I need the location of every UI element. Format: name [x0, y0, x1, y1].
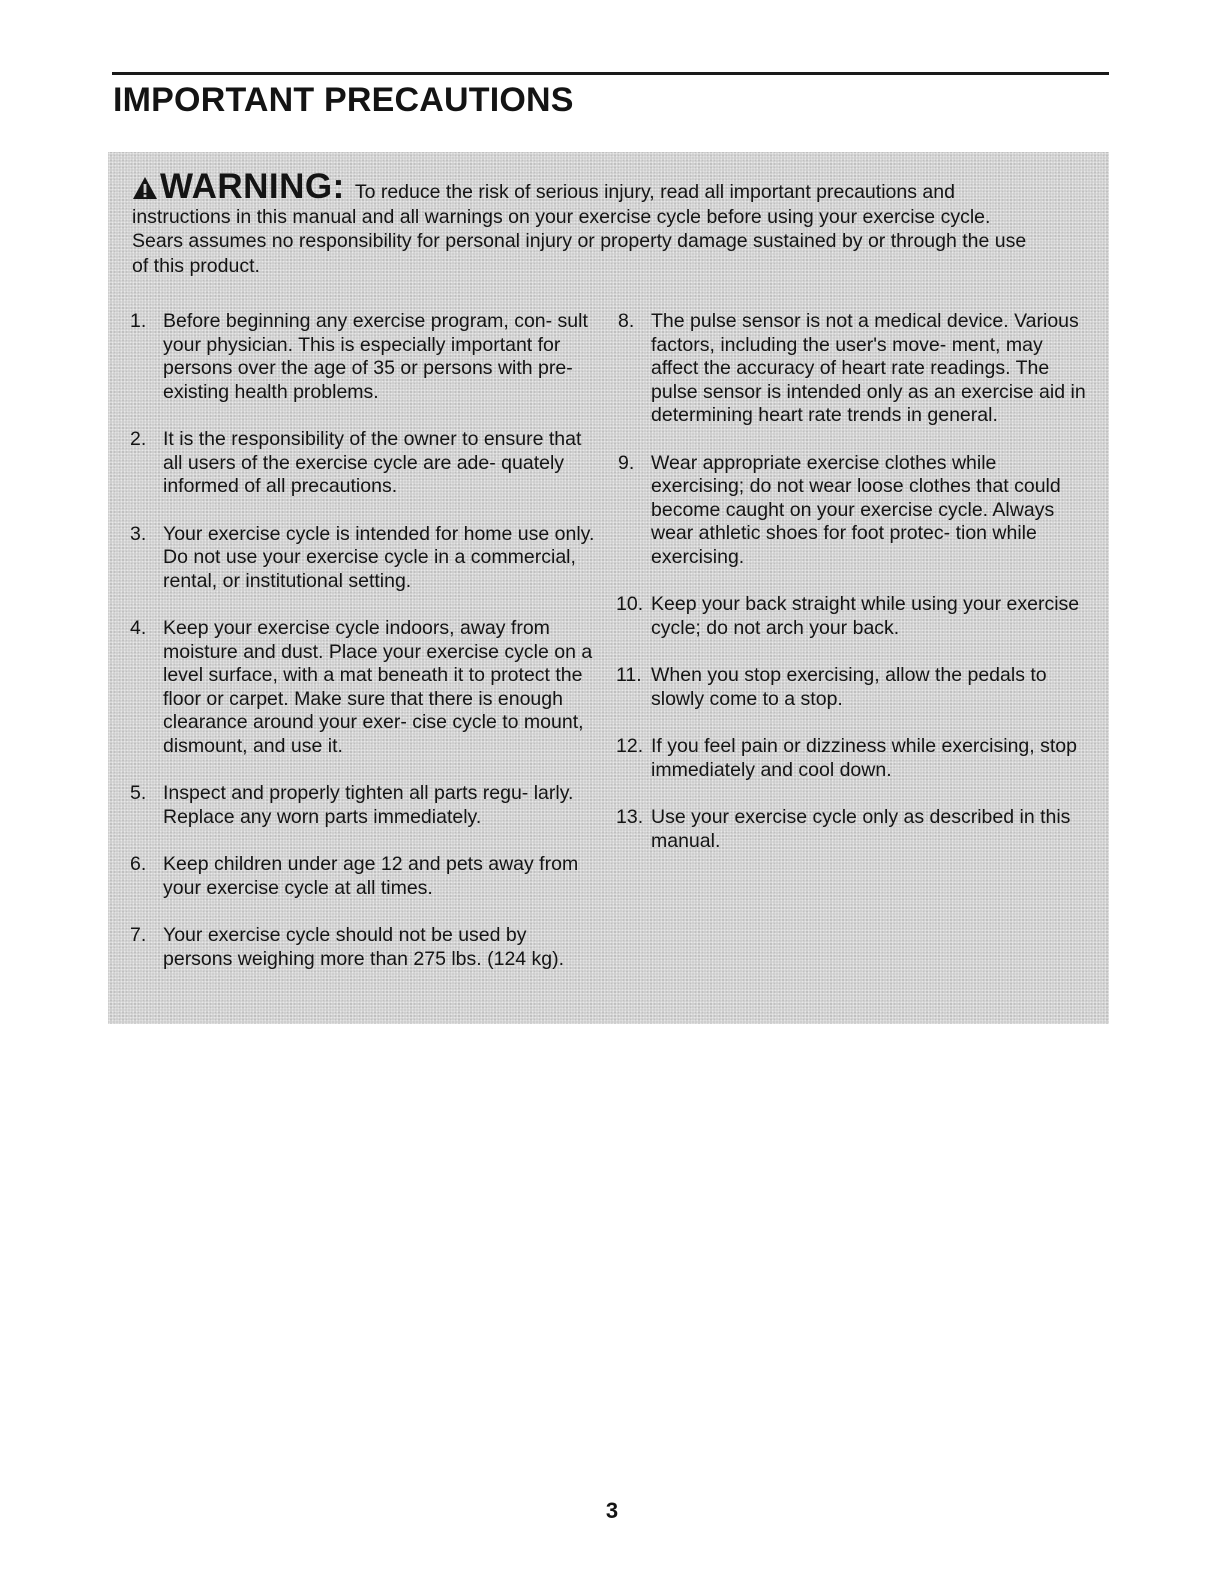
- precaution-text: Before beginning any exercise program, con- sult your physician. This is especially important for persons over the age of 35 or persons with pre-existing health problems.: [163, 310, 588, 403]
- warning-heading: [132, 167, 351, 206]
- precaution-number: 12.: [616, 735, 644, 757]
- precaution-text: Keep your exercise cycle indoors, away from moisture and dust. Place your exercise cycle on a level surface, with a mat beneath it to protect the floor or carpet. Make sure that there is enough clearance around your exer- cise cycle to mount, dismount, and use it.: [163, 617, 593, 757]
- warning-intro-text: To reduce the risk of serious injury, read all important precautions and instructions in this manual and all warnings on your exercise cycle before using your exercise cycle. Sears assumes no responsibility for personal injury or property damage sustained by or through the use of this product.: [132, 181, 1027, 277]
- precaution-text: If you feel pain or dizziness while exercising, stop immediately and cool down.: [651, 735, 1077, 781]
- precaution-item: [130, 853, 600, 900]
- warning-colon: :: [332, 167, 345, 206]
- precaution-item: [130, 924, 600, 971]
- precaution-text: When you stop exercising, allow the pedals to slowly come to a stop.: [651, 664, 1047, 710]
- precaution-number: 8.: [618, 310, 635, 332]
- precaution-number: 11.: [616, 664, 642, 686]
- precaution-item: [618, 664, 1088, 711]
- page-number: 3: [605, 1498, 619, 1523]
- precaution-number: 6.: [130, 853, 147, 875]
- precaution-item: [618, 452, 1088, 570]
- precaution-number: 4.: [130, 617, 147, 639]
- title-rule: [112, 72, 1109, 75]
- precaution-item: [130, 782, 600, 829]
- warning-box: [108, 152, 1109, 1024]
- precaution-item: [618, 806, 1088, 853]
- precaution-item: [618, 593, 1088, 640]
- precaution-item: [618, 735, 1088, 782]
- warning-intro: [132, 167, 1042, 278]
- precaution-number: 10.: [616, 593, 644, 615]
- warning-heading-text: WARNING: [160, 167, 333, 206]
- precaution-number: 5.: [130, 782, 147, 804]
- precautions-left-column: [130, 310, 600, 995]
- precaution-text: Your exercise cycle is intended for home use only. Do not use your exercise cycle in a commercial, rental, or institutional setting.: [163, 522, 595, 592]
- page-title: IMPORTANT PRECAUTIONS: [113, 81, 574, 119]
- precaution-number: 2.: [130, 428, 147, 450]
- precaution-text: Inspect and properly tighten all parts regu- larly. Replace any worn parts immediately.: [163, 782, 574, 828]
- precaution-text: Use your exercise cycle only as described in this manual.: [651, 806, 1071, 852]
- precaution-text: Keep your back straight while using your exercise cycle; do not arch your back.: [651, 593, 1080, 639]
- precaution-number: 7.: [130, 924, 147, 946]
- precaution-number: 3.: [130, 522, 147, 545]
- precaution-text: Your exercise cycle should not be used by persons weighing more than 275 lbs. (124 kg).: [163, 924, 565, 970]
- precaution-item: [130, 428, 600, 499]
- precaution-item: [618, 310, 1088, 428]
- precaution-number: 1.: [130, 310, 147, 332]
- precaution-text: It is the responsibility of the owner to ensure that all users of the exercise cycle are ade- quately informed of all precautions.: [163, 428, 582, 497]
- precaution-item: [130, 617, 600, 758]
- precautions-right-column: [618, 310, 1088, 877]
- precaution-number: 13.: [616, 806, 644, 828]
- precaution-text: The pulse sensor is not a medical device. Various factors, including the user's move- ment, may affect the accuracy of heart rate readings. The pulse sensor is intended only as an exercise aid in determining heart rate trends in general.: [651, 310, 1086, 426]
- warning-triangle-icon: [132, 176, 158, 200]
- precaution-item: [130, 310, 600, 404]
- precaution-text: Wear appropriate exercise clothes while exercising; do not wear loose clothes that could become caught on your exercise cycle. Always wear athletic shoes for foot protec- tion while exercising.: [651, 451, 1061, 568]
- precaution-number: 9.: [618, 451, 635, 474]
- precaution-text: Keep children under age 12 and pets away from your exercise cycle at all times.: [163, 853, 579, 899]
- precaution-item: [130, 523, 600, 594]
